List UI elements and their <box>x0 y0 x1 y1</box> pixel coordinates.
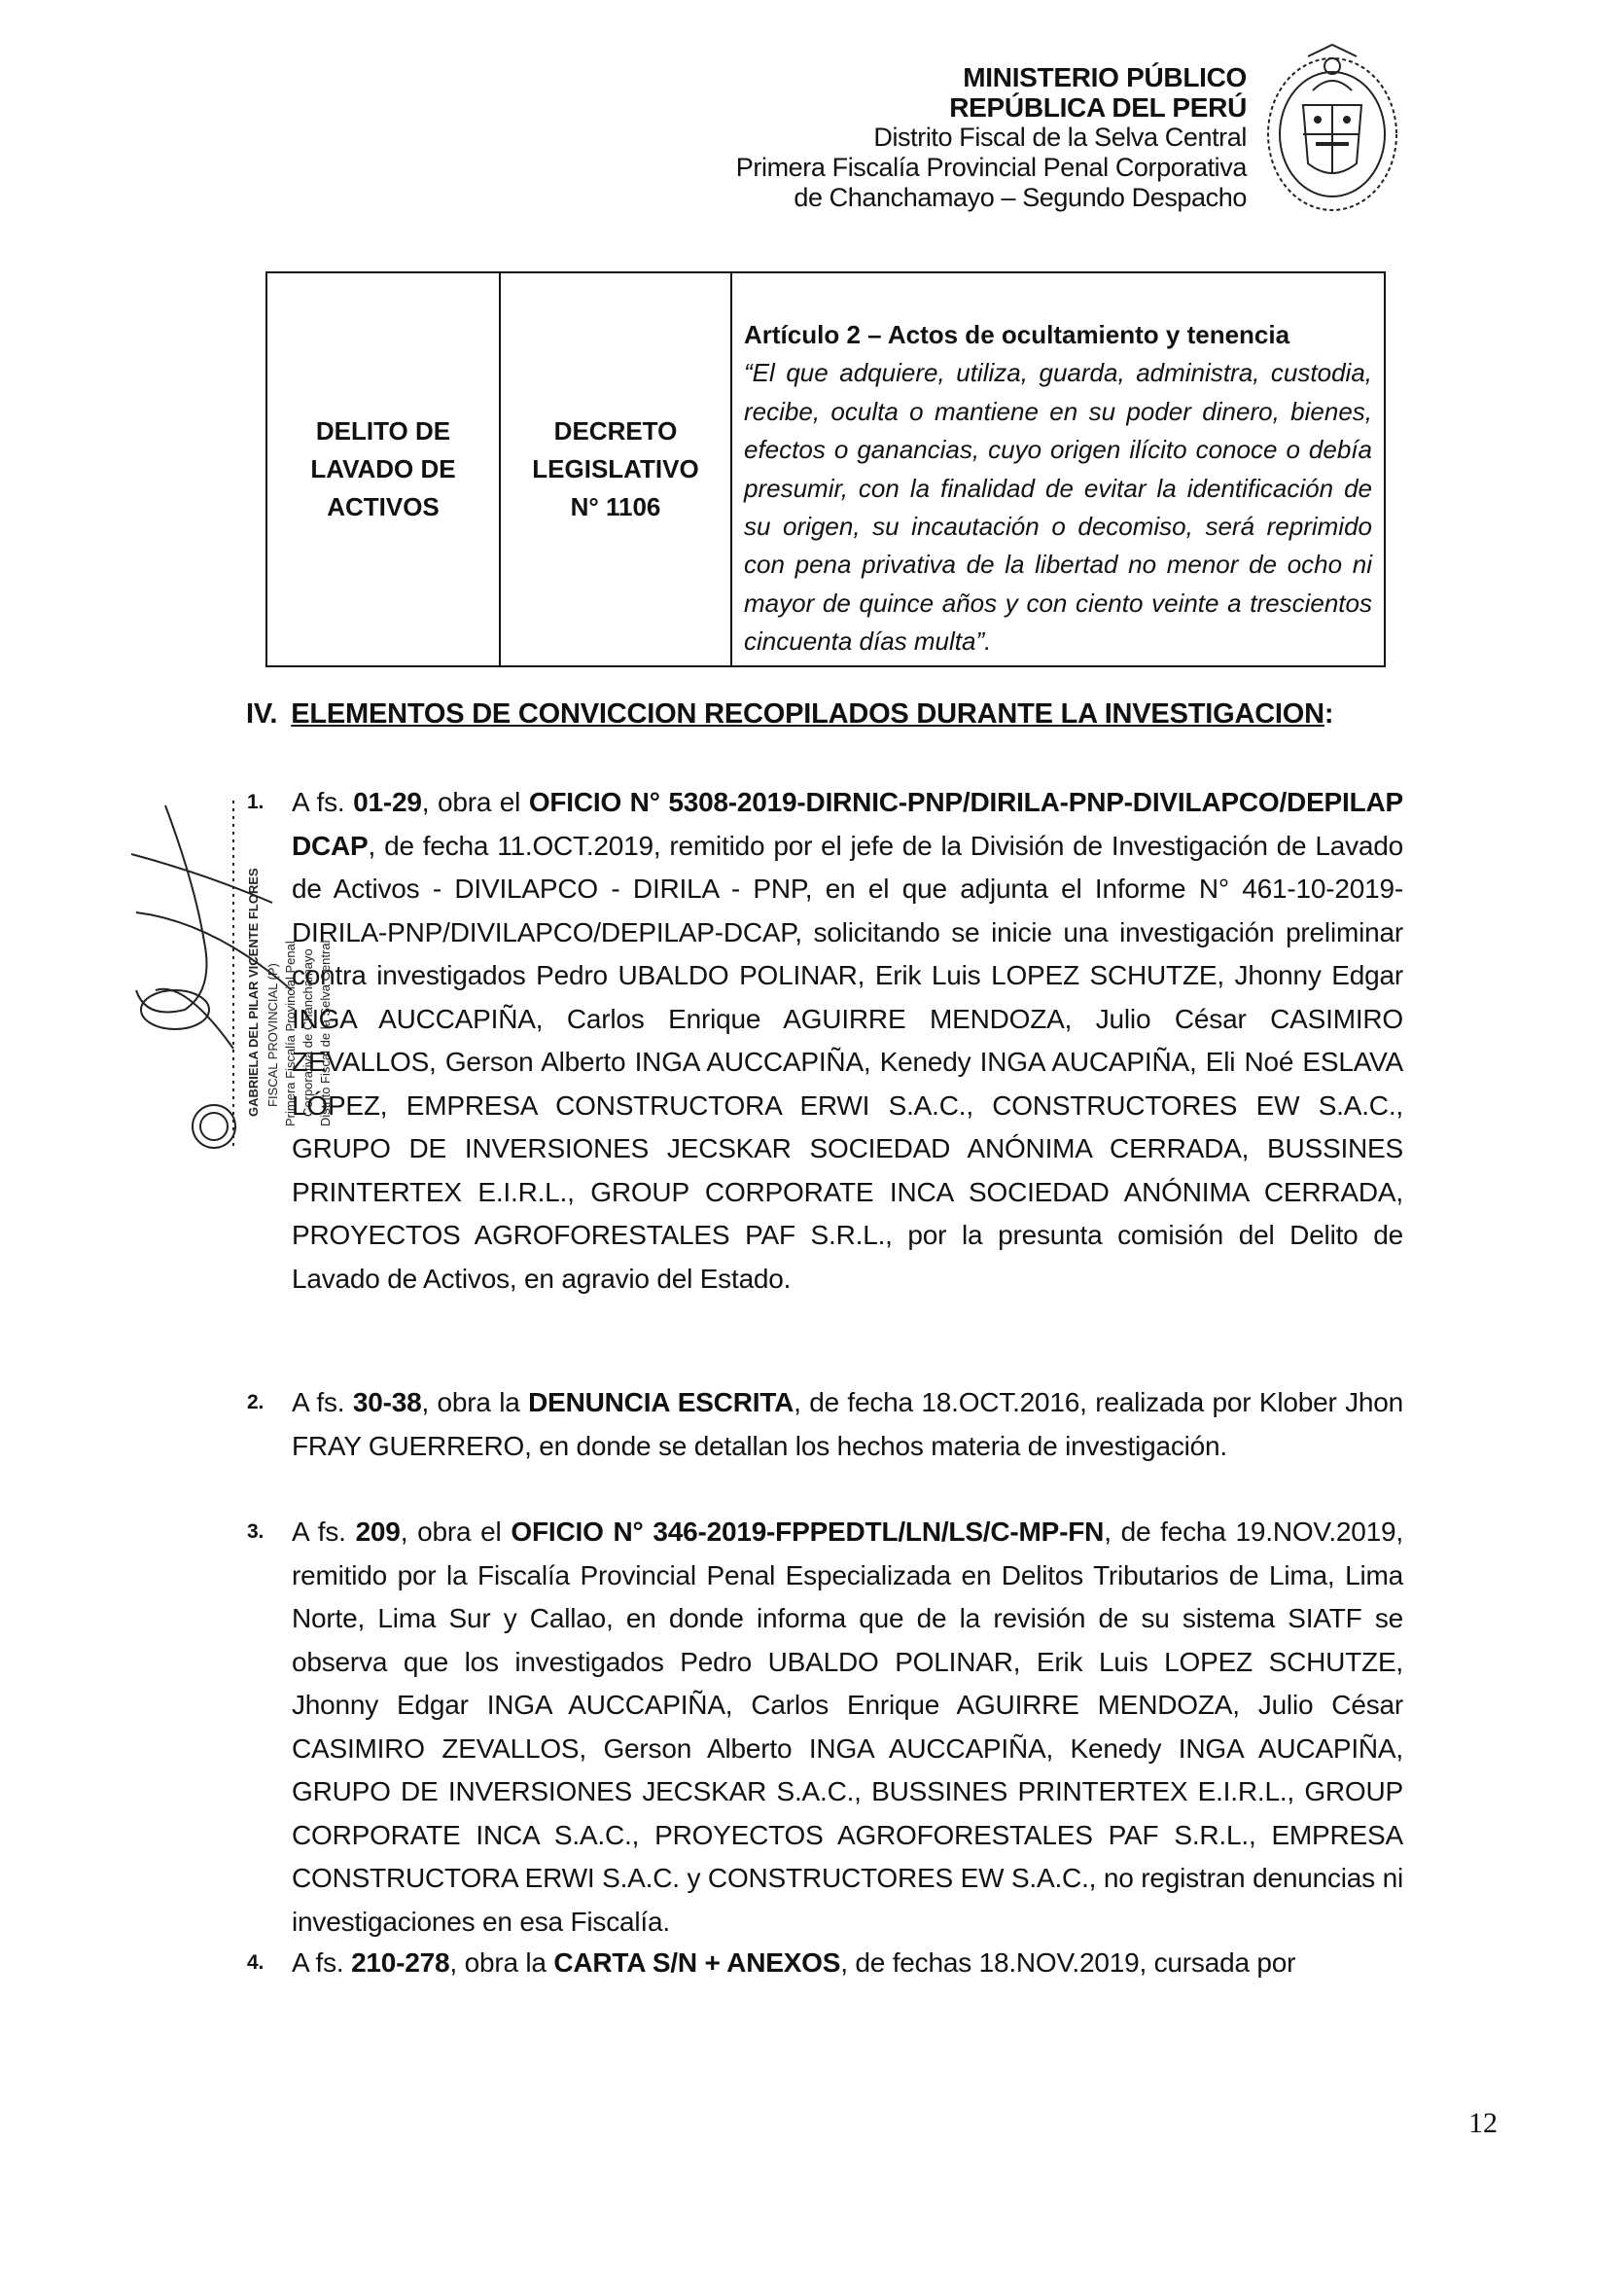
item-folio: 210-278 <box>351 1947 450 1978</box>
item-marker: 4. <box>247 1951 265 1974</box>
item-document: OFICIO N° 5308-2019-DIRNIC-PNP/DIRILA-PNP-DIVILAPCO/DEPILAP DCAP <box>292 787 1403 861</box>
header-republic: REPÚBLICA DEL PERÚ <box>949 92 1247 123</box>
item-folio: 30-38 <box>352 1387 422 1417</box>
header-ministry: MINISTERIO PÚBLICO <box>963 62 1247 92</box>
item-text <box>292 781 1403 1301</box>
item-post: , de fecha 19.NOV.2019, remitido por la Fiscalía Provincial Penal Especializada en Delitos Tributarios de Lima, Lima Norte, Lima Sur y Callao, en donde informa que de la revisión de su sistema SIATF se observa que los investigados Pedro UBALDO POLINAR, Erik Luis LOPEZ SCHUTZE, Jhonny Edgar INGA AUCCAPIÑA, Carlos Enrique AGUIRRE MENDOZA, Julio César CASIMIRO ZEVALLOS, Gerson Alberto INGA AUCCAPIÑA, Kenedy INGA AUCAPIÑA, GRUPO DE INVERSIONES JECSKAR S.A.C., BUSSINES PRINTERTEX E.I.R.L., GROUP CORPORATE INCA S.A.C., PROYECTOS AGROFORESTALES PAF S.R.L., EMPRESA CONSTRUCTORA ERWI S.A.C. y CONSTRUCTORES EW S.A.C., no registran denuncias ni investigaciones en esa Fiscalía. <box>292 1517 1403 1937</box>
stamp-office-1: Primera Fiscalía Provincial Penal <box>283 941 298 1126</box>
item-post: , de fecha 18.OCT.2016, realizada por Klober Jhon FRAY GUERRERO, en donde se detallan los hechos materia de investigación. <box>292 1387 1403 1461</box>
item-mid: , obra el <box>421 787 529 817</box>
stamp-name: GABRIELA DEL PILAR VICENTE FLORES <box>246 868 261 1117</box>
item-text <box>292 1381 1403 1468</box>
section-heading: IV. ELEMENTOS DE CONVICCION RECOPILADOS DURANTE LA INVESTIGACION: <box>246 698 1334 730</box>
signature-stamp-icon <box>126 796 360 1165</box>
item-marker: 2. <box>247 1391 265 1413</box>
article-text: “El que adquiere, utiliza, guarda, administra, custodia, recibe, oculta o mantiene en su poder dinero, bienes, efectos o ganancias, cuyo origen ilícito conoce o debía presumir, con la finalidad de evitar la identificación de su origen, su incautación o decomiso, será reprimido con pena privativa de la libertad no menor de ocho ni mayor de quince años y con ciento veinte a trescientos cincuenta días multa”. <box>744 358 1372 657</box>
item-pre: A fs. <box>292 1387 353 1417</box>
item-document: DENUNCIA ESCRITA <box>528 1387 794 1417</box>
coat-of-arms-seal-icon <box>1259 37 1405 222</box>
item-post: , de fechas 18.NOV.2019, cursada por <box>840 1947 1296 1978</box>
item-pre: A fs. <box>292 787 354 817</box>
decree-cell <box>500 272 731 666</box>
item-text <box>292 1511 1403 1944</box>
crime-line: DELITO DE <box>315 415 451 446</box>
item-document: CARTA S/N + ANEXOS <box>553 1947 841 1978</box>
item-text <box>292 1942 1403 1985</box>
stamp-office-2: Corporativa de Chanchamayo <box>300 948 315 1117</box>
section-title: ELEMENTOS DE CONVICCION RECOPILADOS DURANTE LA INVESTIGACION <box>291 698 1324 730</box>
header-district: Distrito Fiscal de la Selva Central <box>873 123 1247 152</box>
law-table <box>265 271 1386 667</box>
table-row <box>266 272 1385 666</box>
item-document: OFICIO N° 346-2019-FPPEDTL/LN/LS/C-MP-FN <box>511 1517 1105 1547</box>
crime-cell <box>266 272 500 666</box>
stamp-office-3: Distrito Fiscal de la Selva Central <box>318 940 333 1126</box>
crime-line: ACTIVOS <box>327 491 440 521</box>
section-number: IV. <box>246 698 278 730</box>
header-office: Primera Fiscalía Provincial Penal Corporativa <box>735 153 1247 182</box>
decree-line: DECRETO <box>553 415 678 446</box>
decree-line: N° 1106 <box>570 491 661 521</box>
crime-line: LAVADO DE <box>310 453 456 483</box>
article-title: Artículo 2 – Actos de ocultamiento y tenencia <box>744 320 1290 349</box>
item-marker: 3. <box>247 1520 265 1543</box>
item-mid: , obra la <box>449 1947 554 1978</box>
item-folio: 209 <box>355 1517 401 1547</box>
header-office-dispatch: de Chanchamayo – Segundo Despacho <box>794 183 1247 212</box>
article-cell <box>731 272 1385 666</box>
list-item <box>247 1511 1403 1944</box>
item-marker: 1. <box>247 791 265 813</box>
item-post: , de fecha 11.OCT.2019, remitido por el jefe de la División de Investigación de Lavado de Activos - DIVILAPCO - DIRILA - PNP, en el que adjunta el Informe N° 461-10-2019-DIRILA-PNP/DIVILAPCO/DEPILAP-DCAP, solicitando se inicie una investigación preliminar contra investigados Pedro UBALDO POLINAR, Erik Luis LOPEZ SCHUTZE, Jhonny Edgar INGA AUCCAPIÑA, Carlos Enrique AGUIRRE MENDOZA, Julio César CASIMIRO ZEVALLOS, Gerson Alberto INGA AUCCAPIÑA, Kenedy INGA AUCAPIÑA, Eli Noé ESLAVA LÓPEZ, EMPRESA CONSTRUCTORA ERWI S.A.C., CONSTRUCTORES EW S.A.C., GRUPO DE INVERSIONES JECSKAR SOCIEDAD ANÓNIMA CERRADA, BUSSINES PRINTERTEX E.I.R.L., GROUP CORPORATE INCA SOCIEDAD ANÓNIMA CERRADA, PROYECTOS AGROFORESTALES PAF S.R.L., por la presunta comisión del Delito de Lavado de Activos, en agravio del Estado. <box>292 830 1403 1294</box>
page-number: 12 <box>1468 2107 1498 2139</box>
list-item <box>247 1942 1403 1985</box>
item-pre: A fs. <box>292 1947 352 1978</box>
document-header <box>508 62 1247 213</box>
item-mid: , obra la <box>421 1387 529 1417</box>
stamp-role: FISCAL PROVINCIAL (P) <box>265 963 280 1107</box>
decree-line: LEGISLATIVO <box>532 453 699 483</box>
list-item <box>247 1381 1403 1468</box>
item-mid: , obra el <box>400 1517 512 1547</box>
item-pre: A fs. <box>292 1517 356 1547</box>
item-folio: 01-29 <box>353 787 422 817</box>
